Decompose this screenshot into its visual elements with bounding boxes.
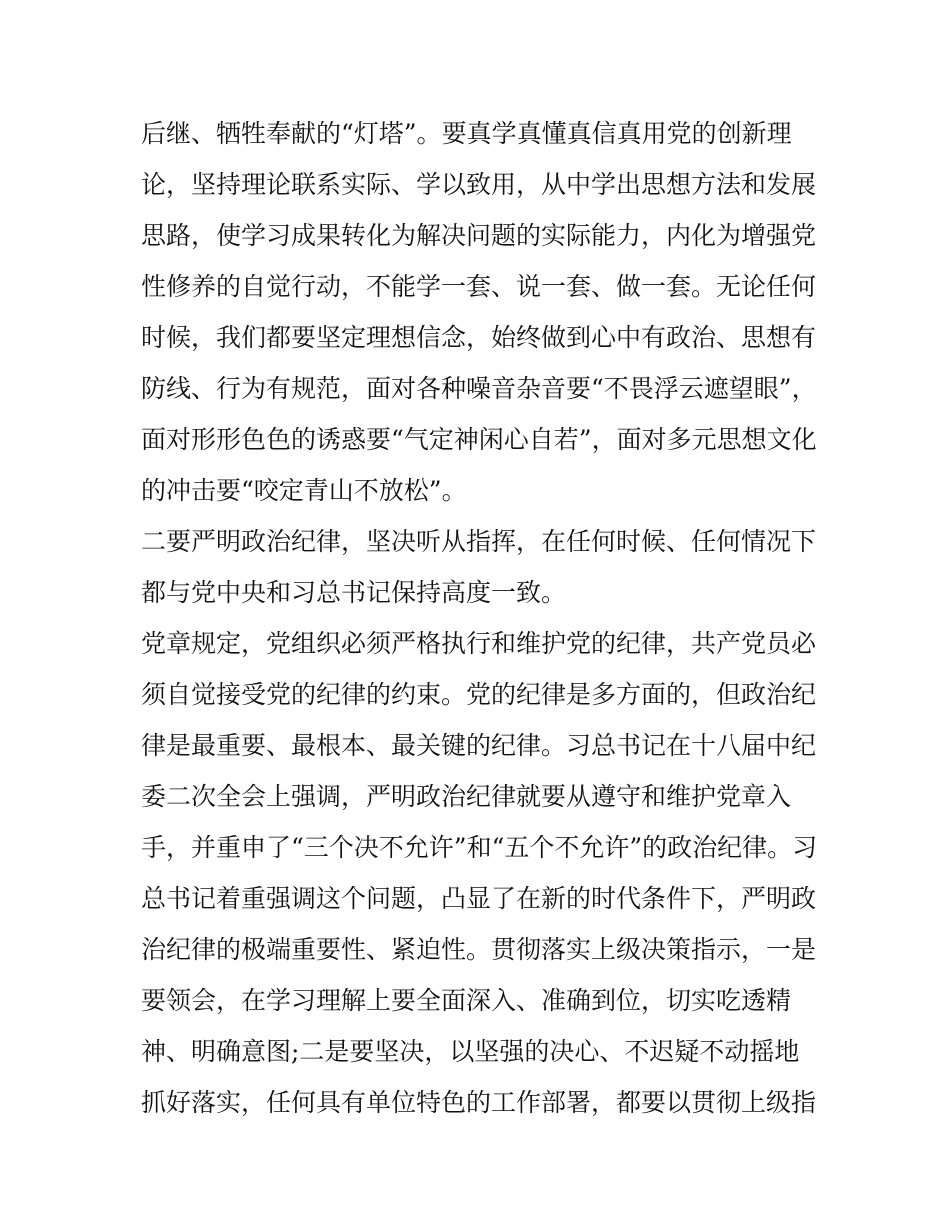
text-line: 总书记着重强调这个问题，凸显了在新的时代条件下，严明政 [141, 884, 817, 913]
text-line: 论，坚持理论联系实际、学以致用，从中学出思想方法和发展 [141, 170, 817, 199]
text-line: 须自觉接受党的纪律的约束。党的纪律是多方面的，但政治纪 [141, 680, 817, 709]
text-line: 抓好落实，任何具有单位特色的工作部署，都要以贯彻上级指 [141, 1088, 817, 1117]
text-line: 的冲击要“咬定青山不放松”。 [141, 476, 467, 505]
text-line: 都与党中央和习总书记保持高度一致。 [141, 578, 567, 607]
text-line: 律是最重要、最根本、最关键的纪律。习总书记在十八届中纪 [141, 731, 817, 760]
text-line: 思路，使学习成果转化为解决问题的实际能力，内化为增强党 [141, 221, 817, 250]
text-line: 时候，我们都要坚定理想信念，始终做到心中有政治、思想有 [141, 323, 817, 352]
text-line: 党章规定，党组织必须严格执行和维护党的纪律，共产党员必 [141, 629, 817, 658]
text-line: 要领会，在学习理解上要全面深入、准确到位，切实吃透精 [141, 986, 792, 1015]
text-line: 面对形形色色的诱惑要“气定神闲心自若”，面对多元思想文化 [141, 425, 817, 454]
text-line: 委二次全会上强调，严明政治纪律就要从遵守和维护党章入 [141, 782, 792, 811]
text-line: 治纪律的极端重要性、紧迫性。贯彻落实上级决策指示，一是 [141, 935, 817, 964]
text-line: 二要严明政治纪律，坚决听从指挥，在任何时候、任何情况下 [141, 527, 817, 556]
text-line: 防线、行为有规范，面对各种噪音杂音要“不畏浮云遮望眼”， [141, 374, 817, 403]
text-line: 性修养的自觉行动，不能学一套、说一套、做一套。无论任何 [141, 272, 817, 301]
text-line: 后继、牺牲奉献的“灯塔”。要真学真懂真信真用党的创新理 [141, 119, 792, 148]
text-line: 手，并重申了“三个决不允许”和“五个不允许”的政治纪律。习 [141, 833, 818, 862]
document-body [141, 108, 821, 1128]
text-line: 神、明确意图;二是要坚决，以坚强的决心、不迟疑不动摇地 [141, 1037, 800, 1066]
